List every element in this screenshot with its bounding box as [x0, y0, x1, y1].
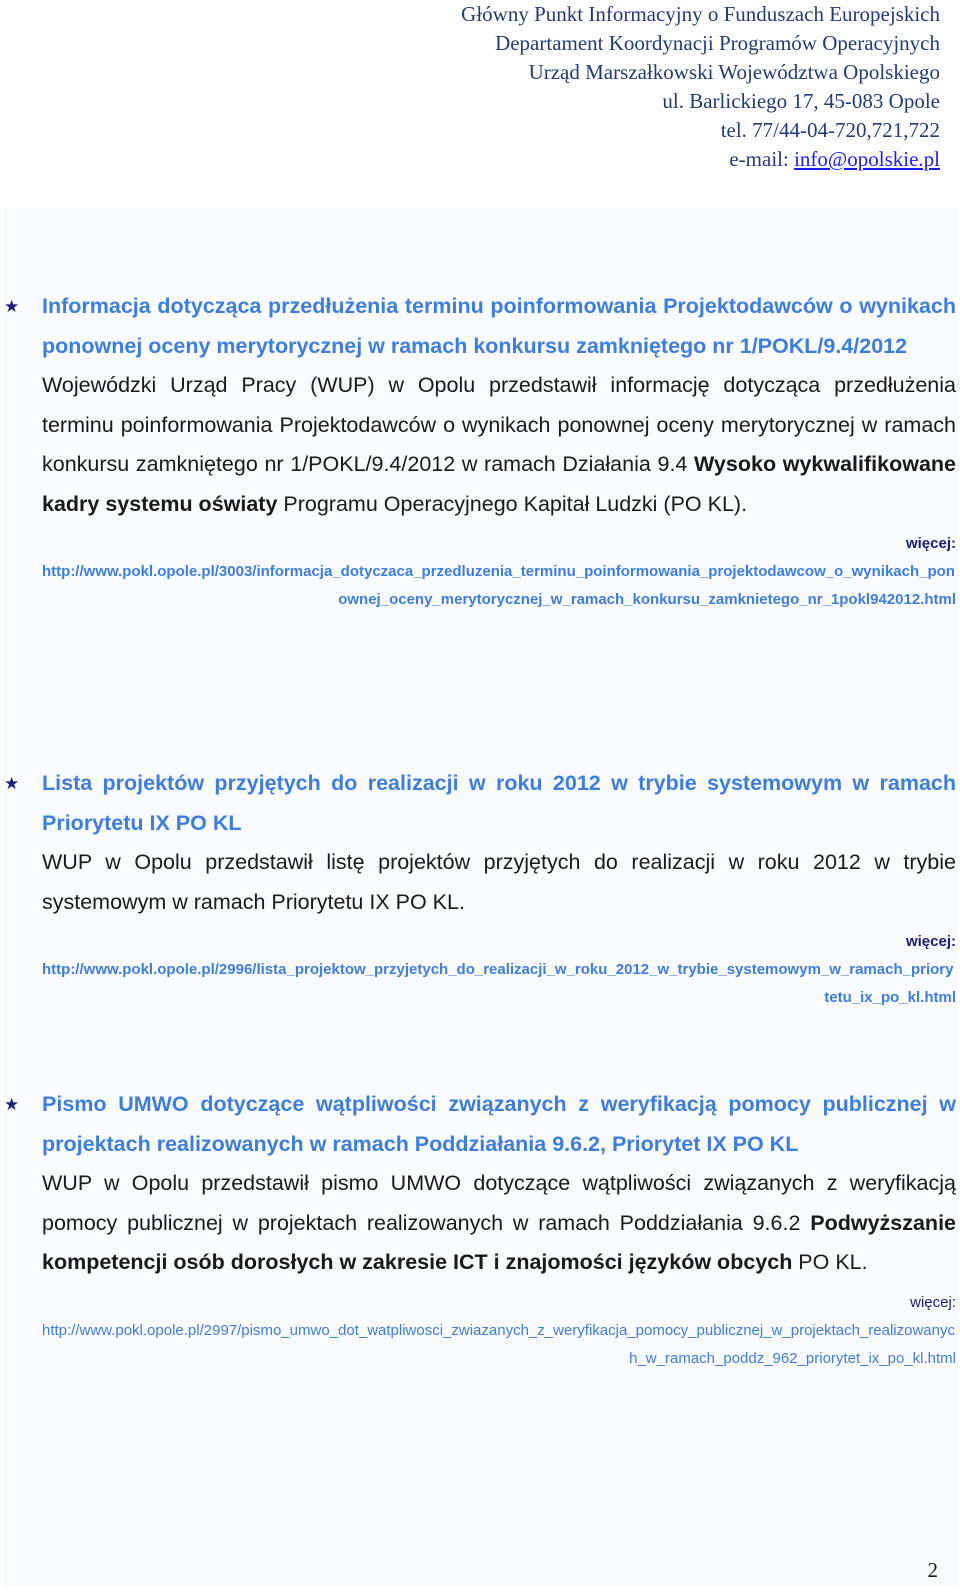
star-icon: ★ [4, 774, 20, 793]
header-email-line [240, 145, 940, 174]
news-item-1-link[interactable]: http://www.pokl.opole.pl/3003/informacja_dotyczaca_przedluzenia_terminu_poinformowania_projektodawcow_o_wynikach_ponownej_oceny_merytorycznej_w_ramach_konkursu_zamknietego_nr_1pokl942012.html [42, 563, 956, 608]
news-item-2-link[interactable]: http://www.pokl.opole.pl/2996/lista_projektow_przyjetych_do_realizacji_w_roku_2012_w_trybie_systemowym_w_ramach_priorytetu_ix_po_kl.html [42, 961, 956, 1006]
news-item-3-more-label: więcej: [910, 1293, 956, 1311]
news-item-1-title: Informacja dotycząca przedłużenia terminu poinformowania Projektodawców o wynikach ponownej oceny merytorycznej w ramach konkursu zamkniętego nr 1/POKL/9.4/2012 [42, 294, 956, 358]
news-item-3-title: Pismo UMWO dotyczące wątpliwości związanych z weryfikacją pomocy publicznej w projektach realizowanych w ramach Poddziałania 9.6.2, Priorytet IX PO KL [42, 1092, 956, 1156]
header-line-2: Departament Koordynacji Programów Operacyjnych [495, 31, 940, 55]
news-item-3-body [42, 1164, 956, 1283]
news-item-3-body-bold: Podwyższanie kompetencji osób dorosłych w zakresie ICT i znajomości języków obcych [42, 1210, 956, 1274]
news-item-1-body-part2: Programu Operacyjnego Kapitał Ludzki (PO KL). [277, 491, 748, 516]
document-header [240, 0, 940, 174]
news-item-2-body: WUP w Opolu przedstawił listę projektów przyjętych do realizacji w roku 2012 w trybie systemowym w ramach Priorytetu IX PO KL. [42, 850, 956, 914]
header-line-5: tel. 77/44-04-720,721,722 [720, 118, 940, 142]
news-item-3-body-part2: PO KL. [792, 1250, 868, 1274]
news-item-1-more-label: więcej: [905, 535, 956, 552]
news-item-3-text [42, 1085, 956, 1373]
news-item-1-body [42, 366, 956, 524]
news-item-1-body-part1: Wojewódzki Urząd Pracy (WUP) w Opolu przedstawił informację dotycząca przedłużenia terminu poinformowania Projektodawców o wynikach ponownej oceny merytorycznej w ramach konkursu zamkniętego nr 1/POKL/9.4/2012 w ramach Działania 9.4 [42, 373, 956, 476]
star-icon: ★ [4, 1095, 20, 1114]
header-line-3: Urząd Marszałkowski Województwa Opolskiego [528, 60, 940, 84]
news-item-2-more-label: więcej: [905, 933, 956, 950]
news-item-1-body-bold: Wysoko wykwalifikowane kadry systemu oświaty [42, 452, 956, 516]
email-label: e-mail: [729, 147, 795, 171]
news-item-3-link[interactable]: http://www.pokl.opole.pl/2997/pismo_umwo_dot_watpliwosci_zwiazanych_z_weryfikacja_pomocy_publicznej_w_projektach_realizowanych_w_ramach_poddz_962_priorytet_ix_po_kl.html [42, 1321, 956, 1367]
news-item-2-text [42, 764, 956, 1012]
news-item-3-body-part1: WUP w Opolu przedstawił pismo UMWO dotyczące wątpliwości związanych z weryfikacją pomocy publicznej w projektach realizowanych w ramach Poddziałania 9.6.2 [42, 1171, 956, 1235]
page-number: 2 [927, 1558, 938, 1582]
news-item-2-title: Lista projektów przyjętych do realizacji w roku 2012 w trybie systemowym w ramach Priorytetu IX PO KL [42, 771, 956, 835]
star-icon: ★ [4, 297, 20, 316]
header-line-4: ul. Barlickiego 17, 45-083 Opole [662, 89, 940, 113]
header-line-1: Główny Punkt Informacyjny o Funduszach Europejskich [461, 2, 940, 26]
email-link[interactable]: info@opolskie.pl [794, 147, 940, 171]
news-item-1-text [42, 287, 956, 614]
